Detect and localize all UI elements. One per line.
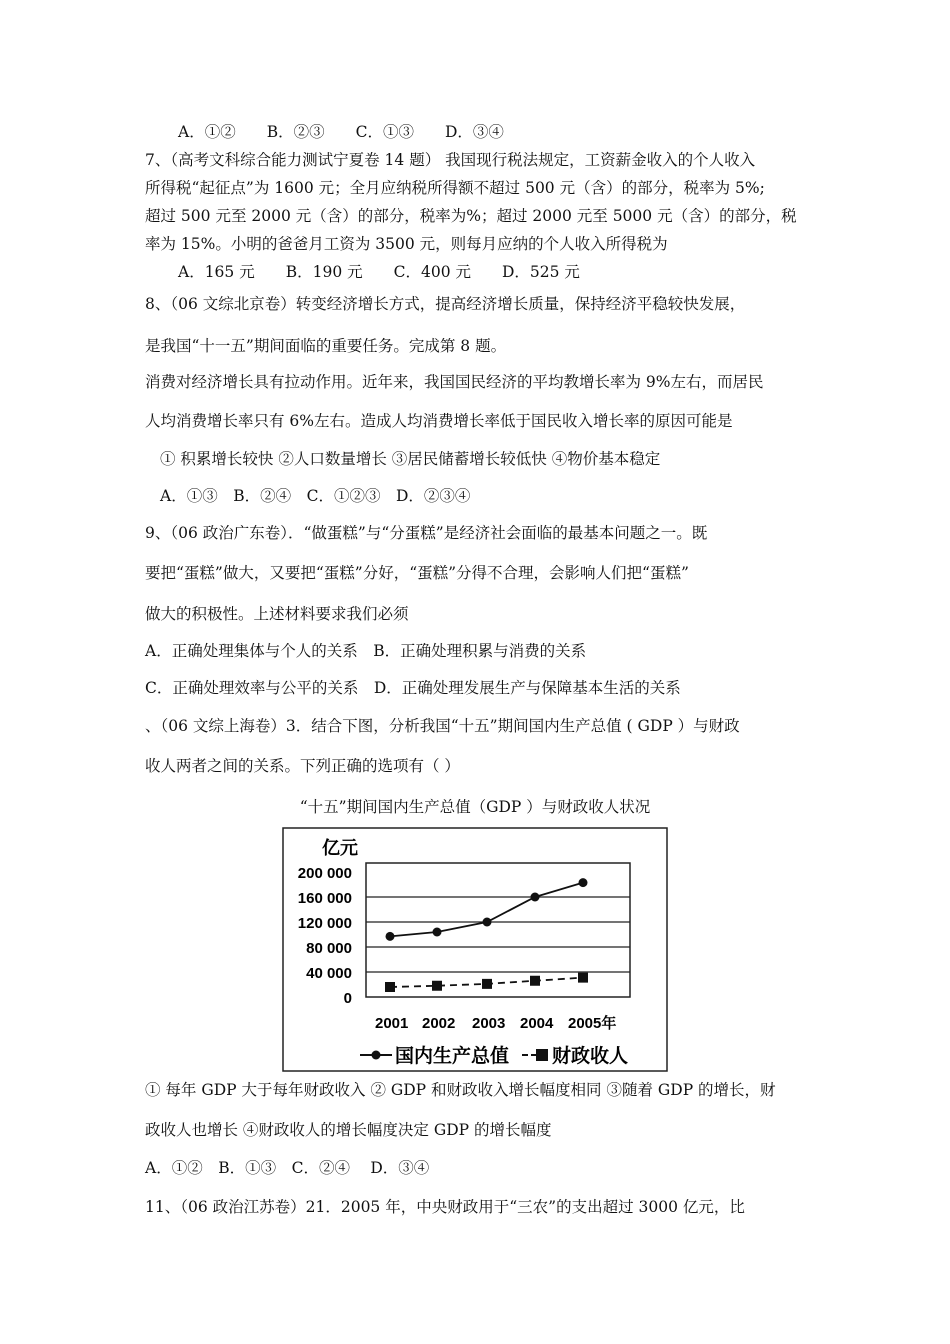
data-point (578, 973, 588, 983)
x-tick-label: 2001 (375, 1015, 409, 1032)
x-tick-label: 2005年 (568, 1015, 617, 1032)
q10-stem-line-2: 收人两者之间的关系。下列正确的选项有（ ） (145, 757, 460, 775)
x-tick-label: 2003 (472, 1015, 506, 1032)
q8-stem-line-1: 8、（06 文综北京卷）转变经济增长方式，提高经济增长质量，保持经济平稳较快发展， (145, 295, 746, 313)
q8-options: A．①③ B．②④ C．①②③ D．②③④ (160, 487, 471, 505)
legend-marker-1 (372, 1051, 381, 1060)
y-tick-label: 40 000 (306, 965, 352, 982)
legend-label-2: 财政收人 (552, 1046, 629, 1067)
q8-material-line-1: 消费对经济增长具有拉动作用。近年来，我国国民经济的平均教增长率为 9%左右，而居民 (145, 373, 764, 391)
q9-options-cd: C．正确处理效率与公平的关系 D．正确处理发展生产与保障基本生活的关系 (145, 679, 681, 697)
q9-stem-line-3: 做大的积极性。上述材料要求我们必须 (145, 605, 409, 623)
q7-options: A．165 元 B．190 元 C．400 元 D．525 元 (178, 263, 580, 281)
y-axis-label: 亿元 (322, 838, 358, 858)
y-tick-label: 80 000 (306, 940, 352, 957)
y-tick-label: 200 000 (297, 865, 352, 882)
x-tick-label: 2004 (520, 1015, 554, 1032)
data-point (386, 932, 395, 941)
q7-stem-line-2: 所得税“起征点”为 1600 元；全月应纳税所得额不超过 500 元（含）的部分，税率为 5%; (145, 179, 765, 197)
legend-label-1: 国内生产总值 (395, 1046, 510, 1067)
legend-marker-2 (536, 1049, 548, 1061)
q8-choices: ① 积累增长较快 ②人口数量增长 ③居民储蓄增长较低快 ④物价基本稳定 (160, 450, 661, 468)
q10-choices-line-1: ① 每年 GDP 大于每年财政收入 ② GDP 和财政收入增长幅度相同 ③随着 GDP 的增长，财 (145, 1081, 776, 1099)
data-point (432, 981, 442, 991)
y-tick-label: 160 000 (297, 890, 352, 907)
x-tick-label: 2002 (422, 1015, 456, 1032)
q7-stem-line-4: 率为 15%。小明的爸爸月工资为 3500 元，则每月应纳的个人收入所得税为 (145, 235, 668, 253)
data-point (579, 878, 588, 887)
chart-caption: “十五”期间国内生产总值（GDP ）与财政收人状况 (299, 798, 651, 816)
q8-material-line-2: 人均消费增长率只有 6%左右。造成人均消费增长率低于国民收入增长率的原因可能是 (145, 412, 733, 430)
q9-stem-line-1: 9、（06 政治广东卷）．“做蛋糕”与“分蛋糕”是经济社会面临的最基本问题之一。既 (145, 524, 708, 542)
y-tick-label: 0 (343, 990, 352, 1007)
data-point (433, 928, 442, 937)
data-point (483, 918, 492, 927)
data-point (482, 979, 492, 989)
data-point (530, 976, 540, 986)
q9-options-ab: A．正确处理集体与个人的关系 B．正确处理积累与消费的关系 (145, 642, 587, 660)
q11-stem-line-1: 11、（06 政治江苏卷）21．2005 年，中央财政用于“三农”的支出超过 3000 亿元，比 (145, 1198, 745, 1216)
q10-stem-line-1: 、（06 文综上海卷）3．结合下图，分析我国“十五”期间国内生产总值 ( GDP ）与财政 (145, 717, 740, 735)
q10-options: A．①② B．①③ C．②④ D．③④ (145, 1159, 430, 1177)
q7-stem-line-1: 7、（高考文科综合能力测试宁夏卷 14 题） 我国现行税法规定，工资薪金收入的个人收入 (145, 151, 756, 169)
data-point (531, 893, 540, 902)
q10-choices-line-2: 政收人也增长 ④财政收人的增长幅度决定 GDP 的增长幅度 (145, 1121, 552, 1139)
q8-stem-line-2: 是我国“十一五”期间面临的重要任务。完成第 8 题。 (145, 337, 507, 355)
q9-stem-line-2: 要把“蛋糕”做大，又要把“蛋糕”分好，“蛋糕”分得不合理，会影响人们把“蛋糕” (145, 564, 689, 582)
q6-options: A．①② B．②③ C．①③ D．③④ (178, 123, 504, 141)
q7-stem-line-3: 超过 500 元至 2000 元（含）的部分，税率为%；超过 2000 元至 5000 元（含）的部分，税 (145, 207, 797, 225)
data-point (385, 982, 395, 992)
y-tick-label: 120 000 (297, 915, 352, 932)
gdp-revenue-chart (282, 827, 668, 1072)
